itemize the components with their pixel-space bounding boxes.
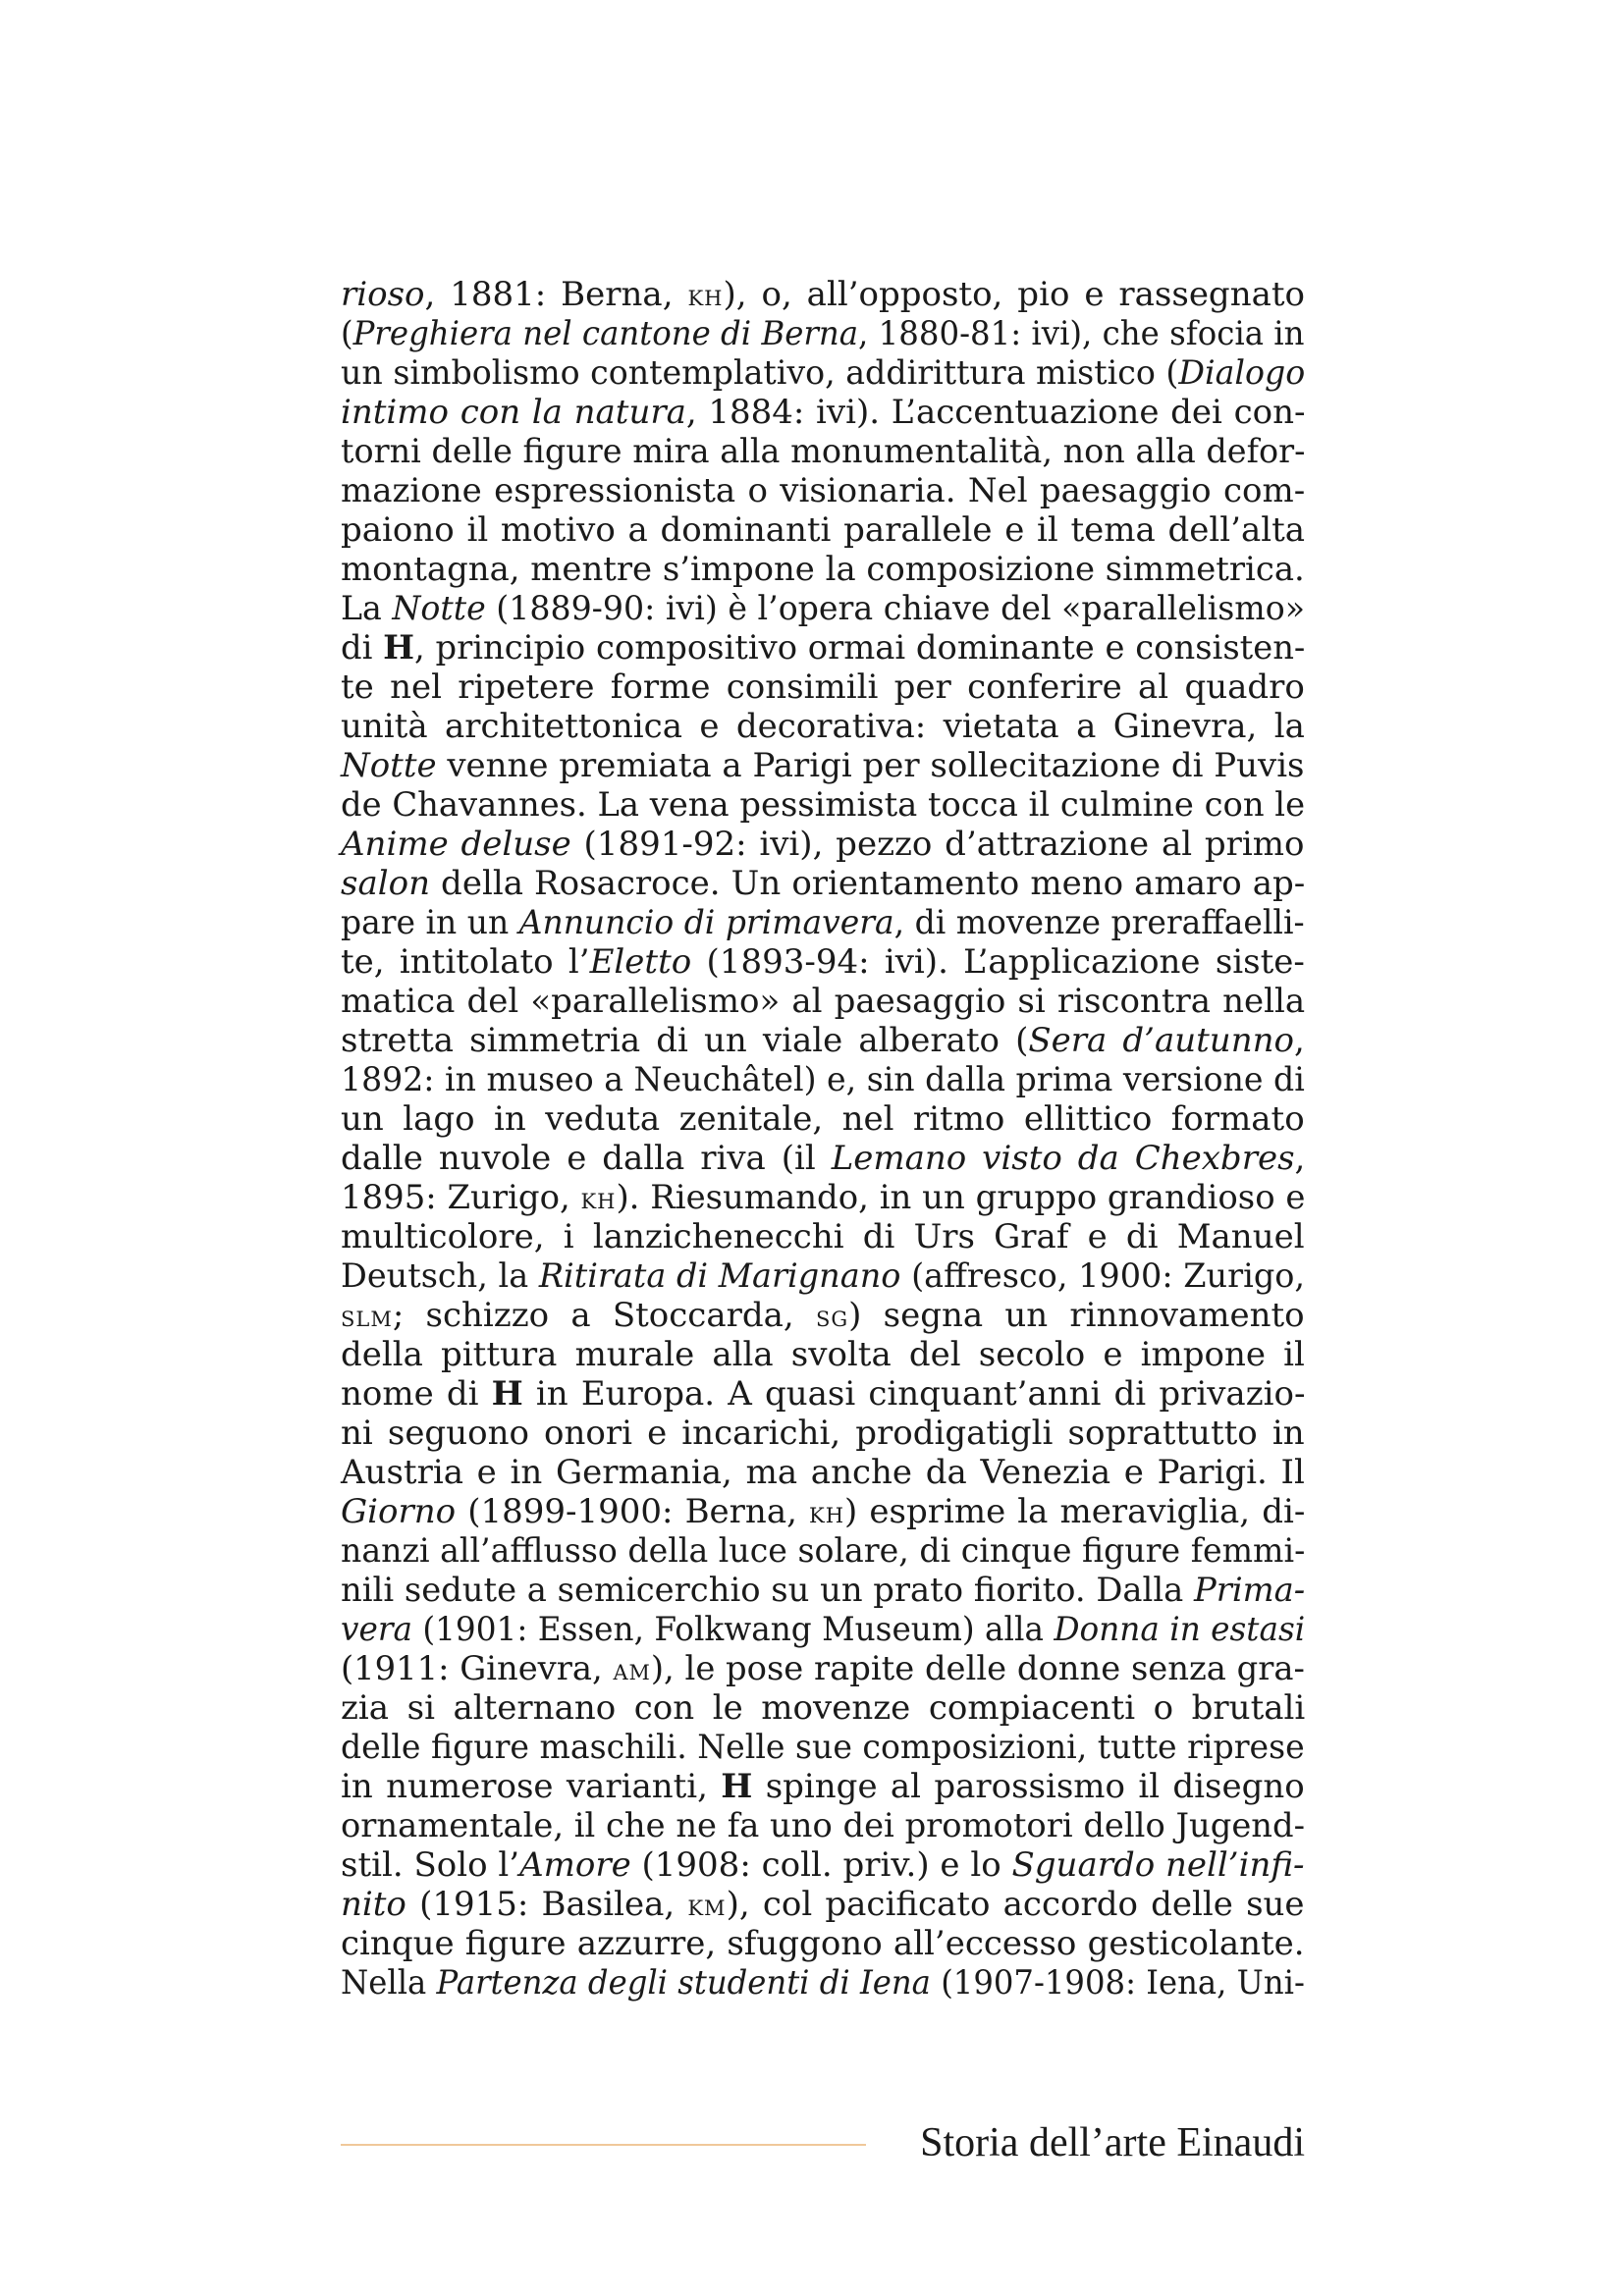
text-run: kh	[809, 1496, 845, 1530]
text-line	[341, 550, 1305, 589]
text-run: nito	[341, 1885, 406, 1924]
text-line	[341, 1492, 1305, 1531]
text-line	[341, 1688, 1305, 1728]
text-run: (	[341, 314, 353, 353]
text-run: salon	[341, 864, 430, 903]
text-run: paiono il motivo a dominanti parallele e il tema dell’alta	[341, 510, 1306, 550]
text-run: stretta simmetria di un viale alberato (	[341, 1021, 1029, 1060]
text-run: Lemano visto da Chexbres	[831, 1139, 1295, 1178]
text-line	[341, 353, 1305, 393]
text-run: Ritirata di Marignano	[538, 1256, 901, 1296]
text-run: Notte	[392, 589, 486, 628]
text-run: nome di	[341, 1374, 492, 1414]
text-line	[341, 1256, 1305, 1296]
text-line	[341, 393, 1305, 432]
text-run: , 1881: Berna,	[424, 275, 688, 314]
text-run: (1891-92: ivi), pezzo d’attrazione al primo	[570, 825, 1305, 864]
text-run: ) segna un rinnovamento	[848, 1296, 1305, 1335]
text-run: ). Riesumando, in un gruppo grandioso e	[616, 1178, 1306, 1217]
text-run: delle figure maschili. Nelle sue composizioni, tutte riprese	[341, 1728, 1305, 1767]
text-run: Partenza degli studenti di Iena	[436, 1963, 931, 2002]
text-run: unità architettonica e decorativa: vietata a Ginevra, la	[341, 707, 1305, 746]
text-run: della Rosacroce. Un orientamento meno amaro ap-	[429, 864, 1306, 903]
text-line	[341, 903, 1305, 942]
text-line	[341, 314, 1305, 353]
text-line	[341, 510, 1305, 550]
text-line	[341, 628, 1305, 667]
text-run: te nel ripetere forme consimili per conferire al quadro	[341, 667, 1305, 707]
text-run: La	[341, 589, 393, 628]
text-line	[341, 1453, 1305, 1492]
text-run: in numerose varianti,	[341, 1767, 722, 1806]
text-run: (1915: Basilea,	[406, 1885, 688, 1924]
text-line	[341, 1414, 1305, 1453]
footer	[341, 2091, 1305, 2169]
text-run: mazione espressionista o visionaria. Nel paesaggio com-	[341, 471, 1306, 510]
text-run: (1911: Ginevra,	[341, 1649, 614, 1688]
text-line	[341, 1963, 1305, 2002]
text-line	[341, 785, 1305, 825]
text-run: Dialogo	[1178, 353, 1306, 393]
text-run: in Europa. A quasi cinquant’anni di privazio-	[522, 1374, 1306, 1414]
text-run: ni seguono onori e incarichi, prodigatigli soprattutto in	[341, 1414, 1305, 1453]
text-line	[341, 471, 1305, 510]
text-run: vera	[341, 1610, 412, 1649]
text-run: ,	[1293, 1021, 1305, 1060]
text-run: ), col pacificato accordo delle sue	[726, 1885, 1305, 1924]
text-run: zia si alternano con le movenze compiacenti o brutali	[341, 1688, 1306, 1728]
text-line	[341, 942, 1305, 982]
text-run: della pittura murale alla svolta del secolo e impone il	[341, 1335, 1305, 1374]
text-run: multicolore, i lanzichenecchi di Urs Graf e di Manuel	[341, 1217, 1305, 1256]
text-run: Annuncio di primavera	[518, 903, 894, 942]
text-run: Amore	[519, 1845, 631, 1885]
text-run: H	[721, 1767, 753, 1806]
text-run: Preghiera nel cantone di Berna	[352, 314, 859, 353]
text-run: venne premiata a Parigi per sollecitazione di Puvis	[436, 746, 1305, 785]
text-line	[341, 1178, 1305, 1217]
text-run: ), o, all’opposto, pio e rassegnato	[723, 275, 1306, 314]
text-run: 1895: Zurigo,	[341, 1178, 581, 1217]
text-line	[341, 1099, 1305, 1139]
text-line	[341, 825, 1305, 864]
text-line	[341, 1885, 1305, 1924]
text-run: H	[491, 1374, 523, 1414]
text-line	[341, 707, 1305, 746]
text-run: te, intitolato l’	[341, 942, 590, 982]
text-run: torni delle figure mira alla monumentalità, non alla defor-	[341, 432, 1306, 471]
text-run: Anime deluse	[341, 825, 571, 864]
text-run: (1907-1908: Iena, Uni-	[930, 1963, 1305, 2002]
text-line	[341, 1139, 1305, 1178]
text-run: Deutsch, la	[341, 1256, 539, 1296]
text-run: kh	[580, 1182, 617, 1216]
text-run: rioso	[341, 275, 425, 314]
text-run: de Chavannes. La vena pessimista tocca il culmine con le	[341, 785, 1306, 825]
text-line	[341, 1806, 1305, 1845]
text-line	[341, 864, 1305, 903]
text-run: un simbolismo contemplativo, addirittura mistico (	[341, 353, 1179, 393]
text-line	[341, 1060, 1305, 1099]
text-run: (1889-90: ivi) è l’opera chiave del «parallelismo»	[485, 589, 1305, 628]
text-line	[341, 275, 1305, 314]
text-run: ornamentale, il che ne fa uno dei promotori dello Jugend-	[341, 1806, 1305, 1845]
text-run: Donna in estasi	[1054, 1610, 1306, 1649]
text-run: ; schizzo a Stoccarda,	[392, 1296, 816, 1335]
text-line	[341, 1767, 1305, 1806]
footer-title: Storia dell’arte Einaudi	[920, 2120, 1305, 2165]
text-run: Prima-	[1193, 1571, 1306, 1610]
text-line	[341, 982, 1305, 1021]
text-run: Nella	[341, 1963, 437, 2002]
text-line	[341, 667, 1305, 707]
text-run: pare in un	[341, 903, 519, 942]
body-text	[341, 275, 1305, 2002]
text-run: montagna, mentre s’impone la composizione simmetrica.	[341, 550, 1305, 589]
text-run: nili sedute a semicerchio su un prato fiorito. Dalla	[341, 1571, 1194, 1610]
text-run: cinque figure azzurre, sfuggono all’eccesso gesticolante.	[341, 1924, 1305, 1963]
text-run: km	[687, 1889, 727, 1923]
text-run: ) esprime la meraviglia, di-	[844, 1492, 1306, 1531]
text-line	[341, 1021, 1305, 1060]
text-run: Sguardo nell’infi-	[1011, 1845, 1305, 1885]
text-run: sg	[815, 1300, 849, 1334]
text-line	[341, 1649, 1305, 1688]
text-run: dalle nuvole e dalla riva (il	[341, 1139, 832, 1178]
text-run: nanzi all’afflusso della luce solare, di cinque figure femmi-	[341, 1531, 1306, 1571]
text-run: stil. Solo l’	[341, 1845, 520, 1885]
text-run: di	[341, 628, 384, 667]
text-run: kh	[687, 279, 724, 313]
text-run: Sera d’autunno	[1028, 1021, 1294, 1060]
text-run: spinge al parossismo il disegno	[752, 1767, 1305, 1806]
text-run: Giorno	[341, 1492, 457, 1531]
text-run: matica del «parallelismo» al paesaggio si riscontra nella	[341, 982, 1306, 1021]
text-run: , principio compositivo ormai dominante e consisten-	[414, 628, 1306, 667]
text-line	[341, 589, 1305, 628]
text-run: (1901: Essen, Folkwang Museum) alla	[411, 1610, 1055, 1649]
text-run: , 1880-81: ivi), che sfocia in	[858, 314, 1305, 353]
text-line	[341, 746, 1305, 785]
text-run: intimo con la natura	[341, 393, 686, 432]
text-line	[341, 432, 1305, 471]
text-line	[341, 1845, 1305, 1885]
text-run: ), le pose rapite delle donne senza gra-	[650, 1649, 1305, 1688]
text-run: Austria e in Germania, ma anche da Venezia e Parigi. Il	[341, 1453, 1305, 1492]
text-run: am	[613, 1653, 651, 1687]
text-line	[341, 1571, 1305, 1610]
text-run: (affresco, 1900: Zurigo,	[900, 1256, 1306, 1296]
text-run: , di movenze preraffaelli-	[893, 903, 1305, 942]
text-run: 1892: in museo a Neuchâtel) e, sin dalla prima versione di	[341, 1060, 1305, 1099]
text-run: (1899-1900: Berna,	[456, 1492, 810, 1531]
text-run: ,	[1294, 1139, 1306, 1178]
footer-rule	[341, 2144, 866, 2146]
text-run: Notte	[341, 746, 437, 785]
text-run: , 1884: ivi). L’accentuazione dei con-	[685, 393, 1306, 432]
text-run: Eletto	[589, 942, 692, 982]
text-run: (1908: coll. priv.) e lo	[630, 1845, 1012, 1885]
text-line	[341, 1924, 1305, 1963]
text-run: (1893-94: ivi). L’applicazione siste-	[691, 942, 1305, 982]
text-line	[341, 1217, 1305, 1256]
text-line	[341, 1335, 1305, 1374]
text-line	[341, 1610, 1305, 1649]
text-run: un lago in veduta zenitale, nel ritmo ellittico formato	[341, 1099, 1305, 1139]
text-line	[341, 1728, 1305, 1767]
text-run: slm	[341, 1300, 393, 1334]
text-run: H	[383, 628, 415, 667]
text-line	[341, 1531, 1305, 1571]
text-line	[341, 1374, 1305, 1414]
text-line	[341, 1296, 1305, 1335]
